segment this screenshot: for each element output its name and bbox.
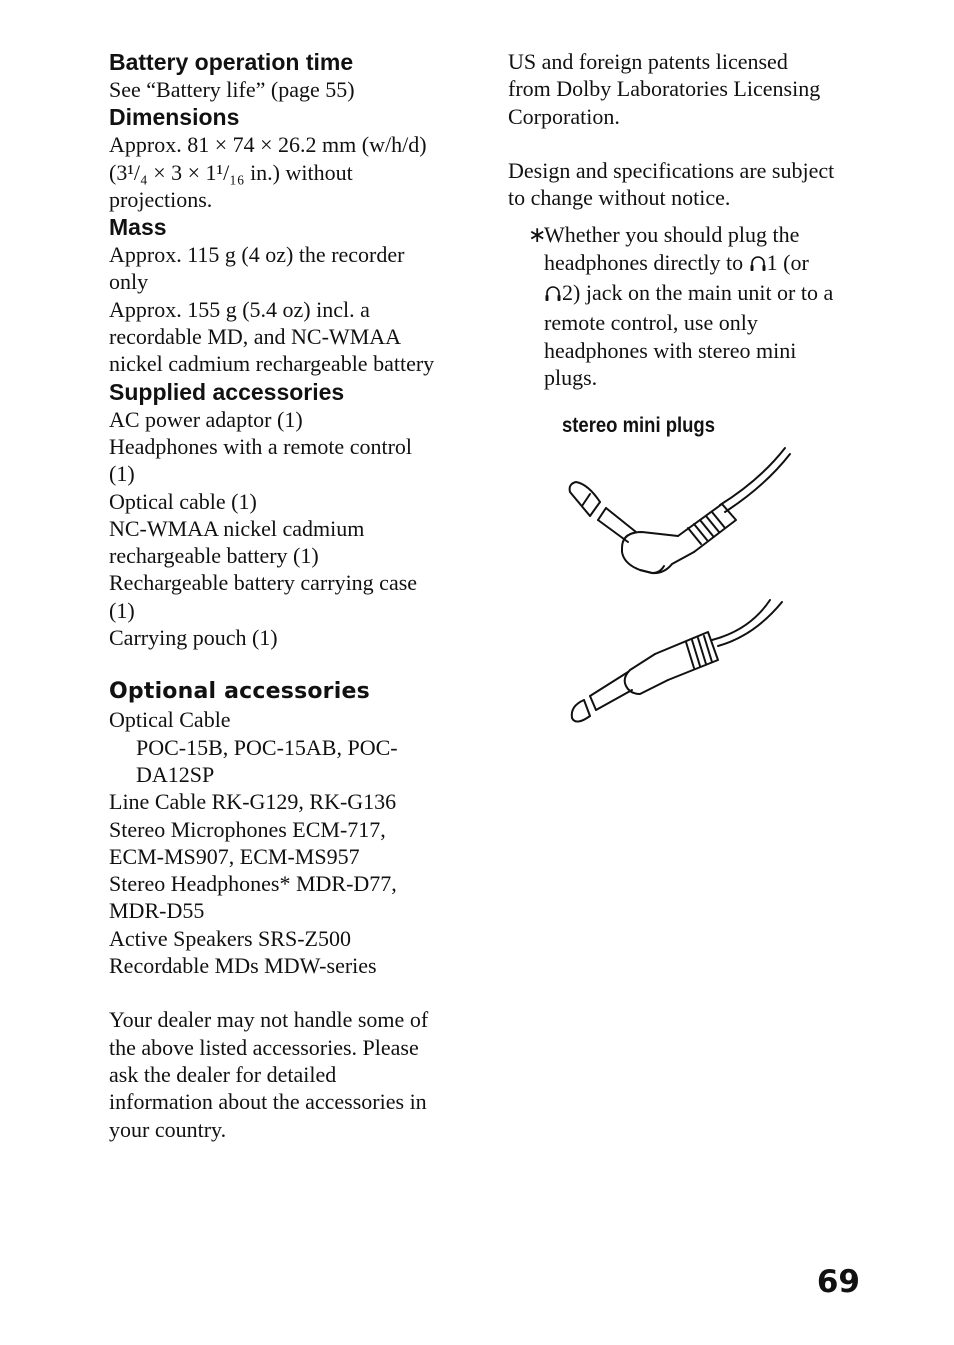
- mass-line-4: recordable MD, and NC-WMAA: [109, 324, 402, 350]
- optional-line-9: Active Speakers SRS-Z500: [109, 925, 351, 951]
- supplied-line-1: AC power adaptor (1): [109, 406, 303, 432]
- footnote-line-5: headphones with stereo mini: [544, 337, 797, 363]
- dimensions-heading: Dimensions: [109, 104, 240, 131]
- patent-line-3: Corporation.: [508, 103, 620, 129]
- footnote-line-4: remote control, use only: [544, 310, 758, 336]
- mass-line-3: Approx. 155 g (5.4 oz) incl. a: [109, 296, 370, 322]
- headphone-icon: [749, 252, 767, 279]
- supplied-line-7: Rechargeable battery carrying case: [109, 570, 418, 596]
- mass-line-1: Approx. 115 g (4 oz) the recorder: [109, 242, 405, 268]
- dealer-line-1: Your dealer may not handle some of: [109, 1007, 429, 1033]
- supplied-line-8: (1): [109, 597, 135, 623]
- dimensions-line-2: (3¹/₄ × 3 × 1¹/₁₆ in.) without: [109, 159, 353, 185]
- design-line-2: to change without notice.: [508, 185, 731, 211]
- dealer-line-4: information about the accessories in: [109, 1089, 427, 1115]
- dealer-line-2: the above listed accessories. Please: [109, 1034, 419, 1060]
- mass-line-5: nickel cadmium rechargeable battery: [109, 351, 435, 377]
- footnote: [528, 221, 888, 391]
- footnote-line-3: [544, 279, 888, 309]
- supplied-line-9: Carrying pouch (1): [109, 625, 278, 651]
- optional-line-8: MDR-D55: [109, 898, 205, 924]
- dimensions-line-1: Approx. 81 × 74 × 26.2 mm (w/h/d): [109, 132, 427, 158]
- page-number: 69: [816, 1264, 860, 1300]
- patent-line-2: from Dolby Laboratories Licensing: [508, 76, 821, 102]
- supplied-accessories-heading: Supplied accessories: [109, 378, 345, 405]
- stereo-mini-plug-illustration: [560, 440, 800, 740]
- footnote-line-6: plugs.: [544, 364, 598, 390]
- supplied-line-5: NC-WMAA nickel cadmium: [109, 515, 365, 541]
- supplied-line-4: Optical cable (1): [109, 488, 257, 514]
- footnote-mark: ∗: [528, 222, 547, 248]
- mass-heading: Mass: [109, 214, 167, 241]
- supplied-line-2: Headphones with a remote control: [109, 433, 413, 459]
- patent-line-1: US and foreign patents licensed: [508, 49, 788, 74]
- optional-line-2: POC-15B, POC-15AB, POC-: [136, 734, 398, 760]
- dealer-line-3: ask the dealer for detailed: [109, 1061, 337, 1087]
- footnote-line-3a: 2) jack on the main unit or to a: [562, 280, 834, 306]
- right-column: [508, 48, 888, 439]
- headphone-icon: [544, 282, 562, 309]
- footnote-line-2a: headphones directly to: [544, 249, 749, 275]
- optional-line-7: Stereo Headphones* MDR-D77,: [109, 871, 397, 897]
- battery-time-heading: Battery operation time: [109, 49, 354, 75]
- optional-line-4: Line Cable RK-G129, RK-G136: [109, 789, 397, 815]
- dimensions-line-3: projections.: [109, 186, 213, 212]
- footnote-line-2b: 1 (or: [766, 249, 809, 275]
- optional-accessories-heading: Optional accessories: [109, 679, 370, 705]
- figure-label: stereo mini plugs: [562, 414, 716, 438]
- optional-line-6: ECM-MS907, ECM-MS957: [109, 843, 360, 869]
- optional-line-3: DA12SP: [136, 761, 215, 787]
- design-line-1: Design and specifications are subject: [508, 157, 835, 183]
- optional-line-10: Recordable MDs MDW-series: [109, 953, 377, 979]
- footnote-line-1: Whether you should plug the: [544, 222, 800, 248]
- footnote-line-2: [544, 249, 888, 279]
- left-column: [109, 48, 479, 1143]
- dealer-line-5: your country.: [109, 1116, 227, 1142]
- battery-time-text: See “Battery life” (page 55): [109, 77, 355, 102]
- optional-line-5: Stereo Microphones ECM-717,: [109, 816, 386, 842]
- mass-line-2: only: [109, 269, 149, 295]
- optional-line-1: Optical Cable: [109, 707, 231, 733]
- supplied-line-6: rechargeable battery (1): [109, 543, 319, 569]
- supplied-line-3: (1): [109, 461, 135, 487]
